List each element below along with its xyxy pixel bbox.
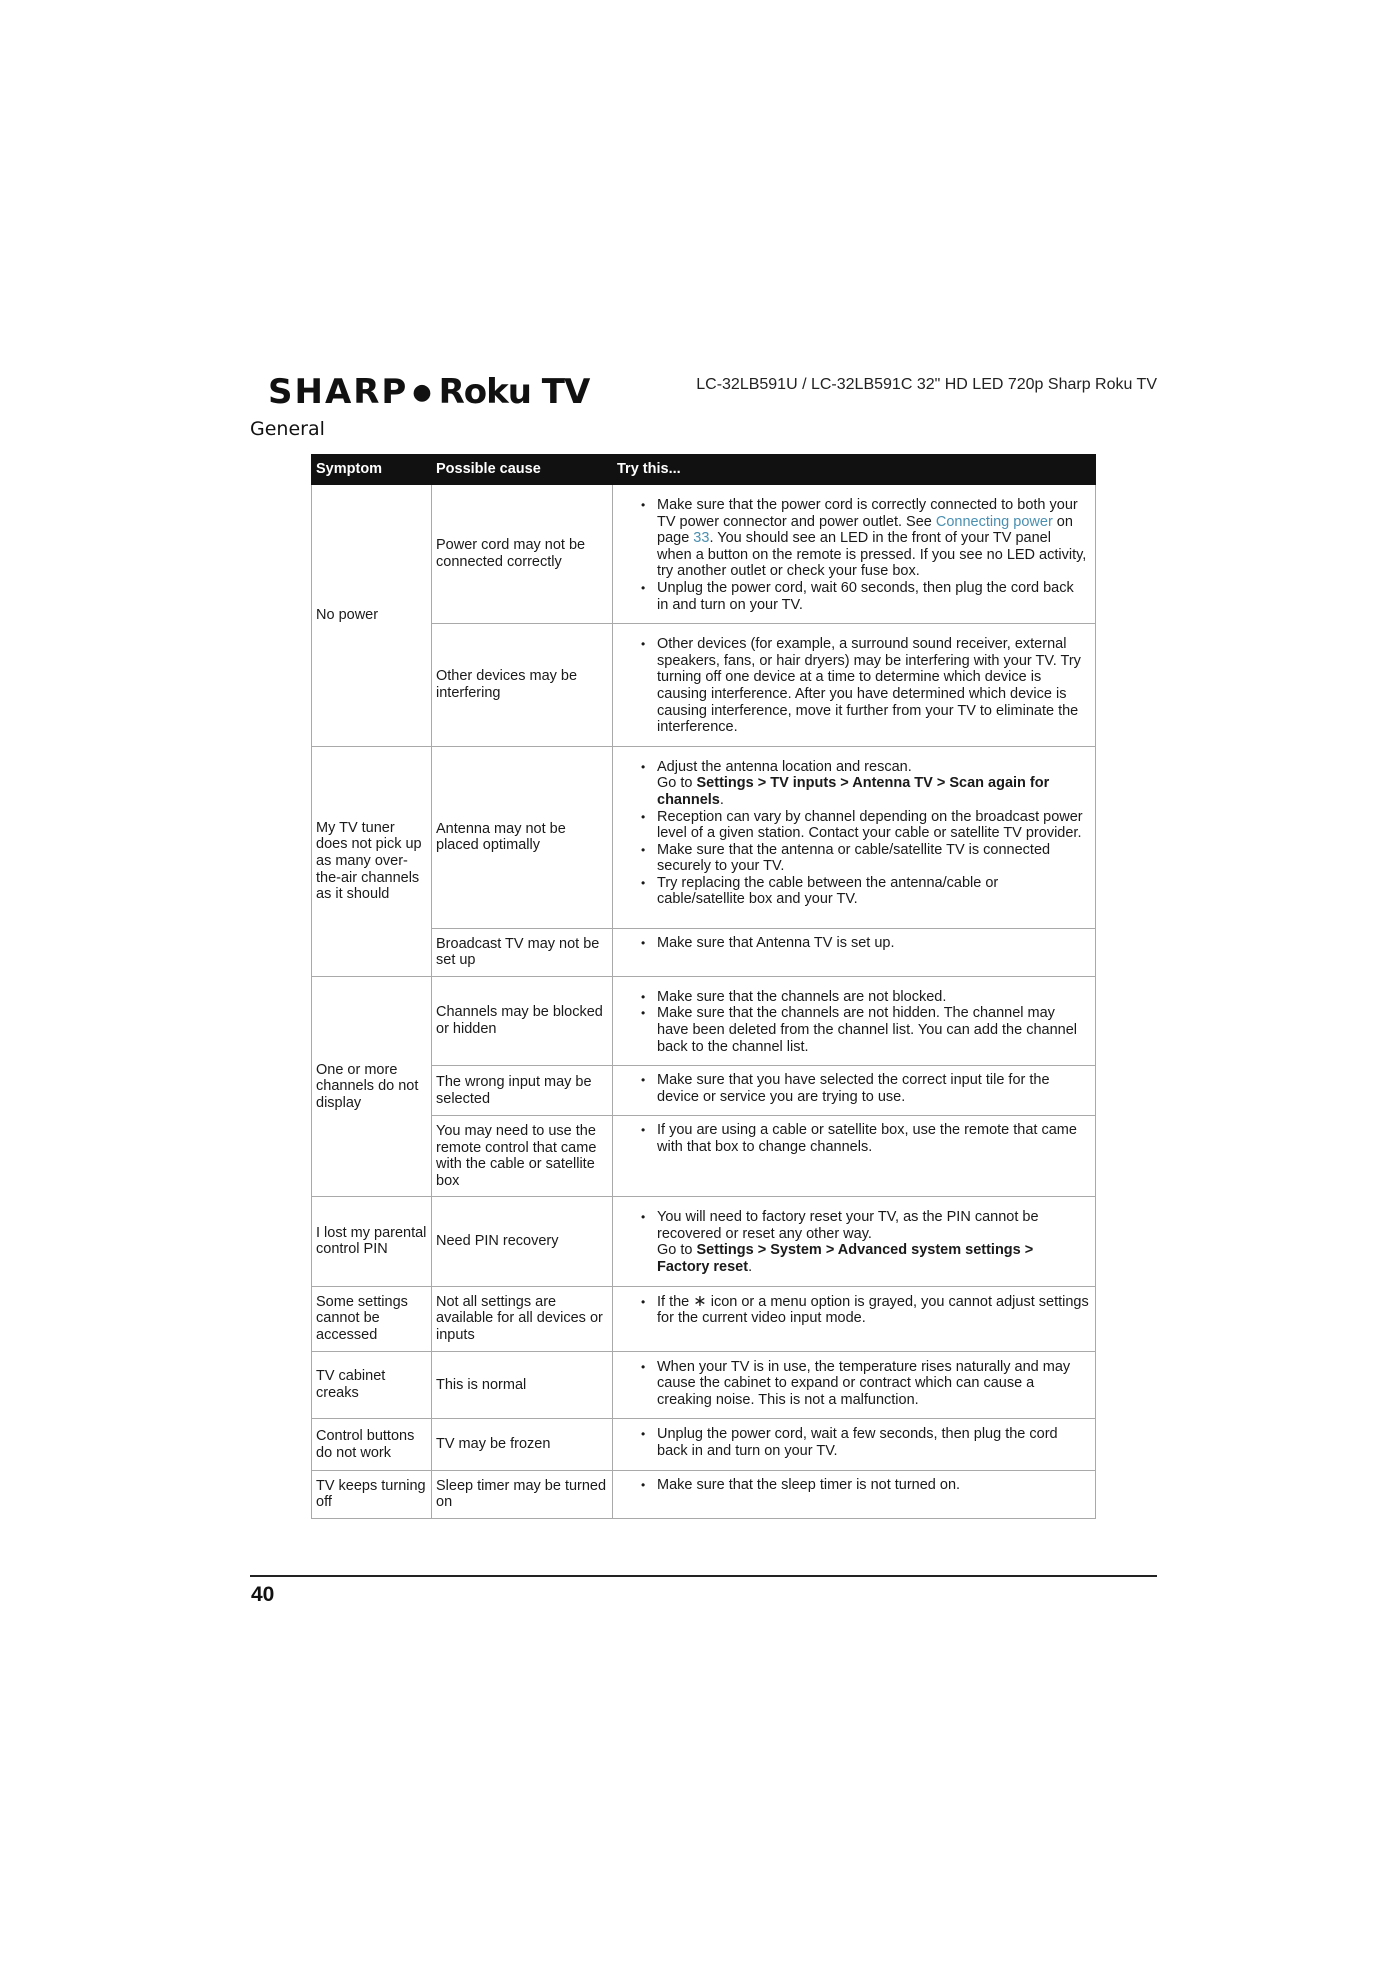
header-try: Try this... <box>613 455 1096 485</box>
list-item: • Make sure that the antenna or cable/satellite TV is connected securely to your TV. <box>619 842 1089 875</box>
symptom-cell: Some settings cannot be accessed <box>312 1286 432 1351</box>
cause-cell: TV may be frozen <box>432 1419 613 1470</box>
logo-dot-icon: ● <box>412 380 433 405</box>
list-item: • If the ∗ icon or a menu option is grayed, you cannot adjust settings for the current video input mode. <box>619 1294 1089 1327</box>
symptom-cell: Control buttons do not work <box>312 1419 432 1470</box>
try-cell <box>613 624 1096 747</box>
table-row <box>312 485 1096 624</box>
try-cell <box>613 1286 1096 1351</box>
table-row <box>312 1419 1096 1470</box>
table-row <box>312 1286 1096 1351</box>
try-cell <box>613 1419 1096 1470</box>
cause-cell: Other devices may be interfering <box>432 624 613 747</box>
try-cell <box>613 976 1096 1065</box>
list-item: • Adjust the antenna location and rescan. Go to Settings > TV inputs > Antenna TV > Scan again for channels. <box>619 759 1089 809</box>
try-cell <box>613 746 1096 928</box>
table-row <box>312 1470 1096 1518</box>
try-cell <box>613 1197 1096 1286</box>
table-row <box>312 1351 1096 1419</box>
list-item: • Try replacing the cable between the antenna/cable or cable/satellite box and your TV. <box>619 875 1089 908</box>
symptom-cell: One or more channels do not display <box>312 976 432 1197</box>
cause-cell: Not all settings are available for all devices or inputs <box>432 1286 613 1351</box>
table-row <box>312 976 1096 1065</box>
try-cell <box>613 485 1096 624</box>
try-cell <box>613 1116 1096 1197</box>
cause-cell: Sleep timer may be turned on <box>432 1470 613 1518</box>
list-item: • Unplug the power cord, wait a few seconds, then plug the cord back in and turn on your TV. <box>619 1426 1089 1459</box>
cause-cell: The wrong input may be selected <box>432 1066 613 1116</box>
logo-roku-text: Roku TV <box>438 372 590 412</box>
cause-cell: You may need to use the remote control that came with the cable or satellite box <box>432 1116 613 1197</box>
page-33-link[interactable]: 33 <box>693 530 710 547</box>
list-item: • Make sure that you have selected the correct input tile for the device or service you are trying to use. <box>619 1072 1089 1105</box>
try-cell <box>613 928 1096 976</box>
cause-cell: Antenna may not be placed optimally <box>432 746 613 928</box>
list-item: • When your TV is in use, the temperature rises naturally and may cause the cabinet to expand or contract which can cause a creaking noise. This is not a malfunction. <box>619 1359 1089 1409</box>
symptom-cell: My TV tuner does not pick up as many over-the-air channels as it should <box>312 746 432 976</box>
try-cell <box>613 1470 1096 1518</box>
list-item: • Unplug the power cord, wait 60 seconds, then plug the cord back in and turn on your TV. <box>619 580 1089 613</box>
symptom-cell: I lost my parental control PIN <box>312 1197 432 1286</box>
sharp-roku-tv-logo <box>268 372 589 413</box>
header-symptom: Symptom <box>312 455 432 485</box>
list-item: • Make sure that the channels are not hidden. The channel may have been deleted from the channel list. You can add the channel back to the channel list. <box>619 1005 1089 1055</box>
list-item: • Make sure that the channels are not blocked. <box>619 989 1089 1006</box>
page-number: 40 <box>251 1583 275 1606</box>
list-item: • If you are using a cable or satellite box, use the remote that came with that box to change channels. <box>619 1122 1089 1155</box>
cause-cell: Broadcast TV may not be set up <box>432 928 613 976</box>
table-row <box>312 746 1096 928</box>
header-cause: Possible cause <box>432 455 613 485</box>
table-header-row <box>312 455 1096 485</box>
try-cell <box>613 1066 1096 1116</box>
symptom-cell: No power <box>312 485 432 747</box>
list-item: • Make sure that the sleep timer is not turned on. <box>619 1477 1089 1494</box>
symptom-cell: TV keeps turning off <box>312 1470 432 1518</box>
list-item: • Reception can vary by channel depending on the broadcast power level of a given station. Contact your cable or satellite TV provider. <box>619 809 1089 842</box>
cause-cell: Channels may be blocked or hidden <box>432 976 613 1065</box>
cause-cell: Need PIN recovery <box>432 1197 613 1286</box>
logo-sharp-text: SHARP <box>268 372 409 412</box>
troubleshooting-table <box>311 454 1096 1519</box>
section-title: General <box>250 418 325 440</box>
cause-cell: Power cord may not be connected correctly <box>432 485 613 624</box>
model-header: LC-32LB591U / LC-32LB591C 32" HD LED 720p Sharp Roku TV <box>696 376 1157 393</box>
cause-cell: This is normal <box>432 1351 613 1419</box>
footer-rule <box>250 1575 1157 1577</box>
list-item: • Other devices (for example, a surround sound receiver, external speakers, fans, or hair dryers) may be interfering with your TV. Try turning off one device at a time to determine which device is causing interference. After you have determined which device is causing interference, move it further from your TV to eliminate the interference. <box>619 636 1089 736</box>
star-icon: ∗ <box>693 1292 707 1310</box>
list-item: • Make sure that Antenna TV is set up. <box>619 935 1089 952</box>
list-item: • You will need to factory reset your TV, as the PIN cannot be recovered or reset any other way. Go to Settings > System > Advanced system settings > Factory reset. <box>619 1209 1089 1275</box>
try-cell <box>613 1351 1096 1419</box>
table-row <box>312 1197 1096 1286</box>
connecting-power-link[interactable]: Connecting power <box>935 513 1053 530</box>
list-item: • Make sure that the power cord is correctly connected to both your TV power connector and power outlet. See Connecting power on page 33. You should see an LED in the front of your TV panel when a button on the remote is pressed. If you see no LED activity, try another outlet or check your fuse box. <box>619 497 1089 580</box>
symptom-cell: TV cabinet creaks <box>312 1351 432 1419</box>
